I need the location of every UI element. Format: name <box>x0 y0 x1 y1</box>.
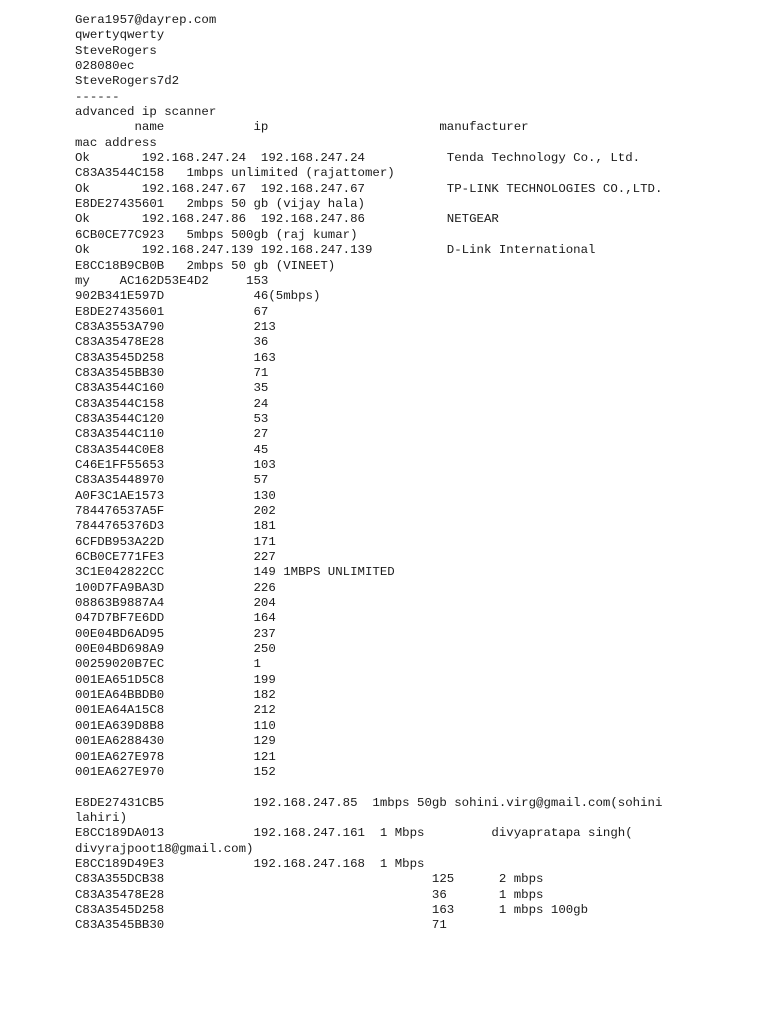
text-line: 001EA64BBDB0 182 <box>75 688 276 703</box>
text-line: my AC162D53E4D2 153 <box>75 273 269 288</box>
text-line: C83A3545BB30 71 <box>75 365 269 380</box>
text-line: 7844765376D3 181 <box>75 519 276 534</box>
text-line: 00E04BD698A9 250 <box>75 642 276 657</box>
text-line: Ok 192.168.247.86 192.168.247.86 NETGEAR <box>75 212 499 227</box>
text-line: C83A3545D258 163 <box>75 350 276 365</box>
text-line: C83A3553A790 213 <box>75 319 276 334</box>
text-line: C83A35448970 57 <box>75 473 269 488</box>
text-line: 001EA651D5C8 199 <box>75 672 276 687</box>
text-line: E8CC18B9CB0B 2mbps 50 gb (VINEET) <box>75 258 336 273</box>
text-line: 001EA64A15C8 212 <box>75 703 276 718</box>
text-line: 6CB0CE771FE3 227 <box>75 550 276 565</box>
text-line: C83A3544C120 53 <box>75 411 269 426</box>
text-line: E8DE27435601 67 <box>75 304 269 319</box>
text-line: name ip manufacturer <box>75 120 529 135</box>
text-line: Ok 192.168.247.67 192.168.247.67 TP-LINK TECHNOLOGIES CO.,LTD. <box>75 181 663 196</box>
text-line: Ok 192.168.247.24 192.168.247.24 Tenda Technology Co., Ltd. <box>75 151 641 166</box>
text-line: 001EA627E978 121 <box>75 749 276 764</box>
text-line: C83A3544C160 35 <box>75 381 269 396</box>
text-line: qwertyqwerty <box>75 28 165 43</box>
text-line: A0F3C1AE1573 130 <box>75 488 276 503</box>
text-line: mac address <box>75 135 157 150</box>
text-line: Gera1957@dayrep.com <box>75 13 217 27</box>
text-line: E8DE27435601 2mbps 50 gb (vijay hala) <box>75 197 365 212</box>
text-line: 00259020B7EC 1 <box>75 657 261 672</box>
text-line: 001EA6288430 129 <box>75 734 276 749</box>
text-line: SteveRogers7d2 <box>75 74 180 89</box>
text-line: 001EA639D8B8 110 <box>75 718 276 733</box>
text-line: 08863B9887A4 204 <box>75 596 276 611</box>
text-line: Ok 192.168.247.139 192.168.247.139 D-Link International <box>75 243 596 258</box>
text-line: 6CB0CE77C923 5mbps 500gb (raj kumar) <box>75 227 358 242</box>
text-line: C83A3545BB30 71 <box>75 918 447 933</box>
text-line: E8DE27431CB5 192.168.247.85 1mbps 50gb sohini.virg@gmail.com(sohini <box>75 795 663 810</box>
text-line: C83A35478E28 36 1 mbps <box>75 887 544 902</box>
text-line: 6CFDB953A22D 171 <box>75 534 276 549</box>
text-line: 028080ec <box>75 59 135 74</box>
text-line: C83A3544C158 24 <box>75 396 269 411</box>
text-line: C83A355DCB38 125 2 mbps <box>75 872 544 887</box>
text-line: ------ <box>75 89 120 104</box>
text-line: C83A35478E28 36 <box>75 335 269 350</box>
text-line: C46E1FF55653 103 <box>75 457 276 472</box>
text-line: lahiri) <box>75 810 128 825</box>
text-line: E8CC189D49E3 192.168.247.168 1 Mbps <box>75 856 425 871</box>
text-line: E8CC189DA013 192.168.247.161 1 Mbps divyapratapa singh( <box>75 826 633 841</box>
text-line: 100D7FA9BA3D 226 <box>75 580 276 595</box>
text-line: advanced ip scanner <box>75 105 217 120</box>
text-line: C83A3544C110 27 <box>75 427 269 442</box>
text-line: 00E04BD6AD95 237 <box>75 626 276 641</box>
text-line: SteveRogers <box>75 43 157 58</box>
text-line <box>75 780 745 795</box>
text-line: C83A3545D258 163 1 mbps 100gb <box>75 902 589 917</box>
text-line: 001EA627E970 152 <box>75 764 276 779</box>
text-line: C83A3544C158 1mbps unlimited (rajattomer) <box>75 166 395 181</box>
text-line: 3C1E042822CC 149 1MBPS UNLIMITED <box>75 565 395 580</box>
text-line: divyrajpoot18@gmail.com) <box>75 841 254 856</box>
document-text <box>75 13 745 934</box>
text-line: 047D7BF7E6DD 164 <box>75 611 276 626</box>
text-line: C83A3544C0E8 45 <box>75 442 269 457</box>
text-line: 784476537A5F 202 <box>75 504 276 518</box>
text-line: 902B341E597D 46(5mbps) <box>75 289 321 304</box>
